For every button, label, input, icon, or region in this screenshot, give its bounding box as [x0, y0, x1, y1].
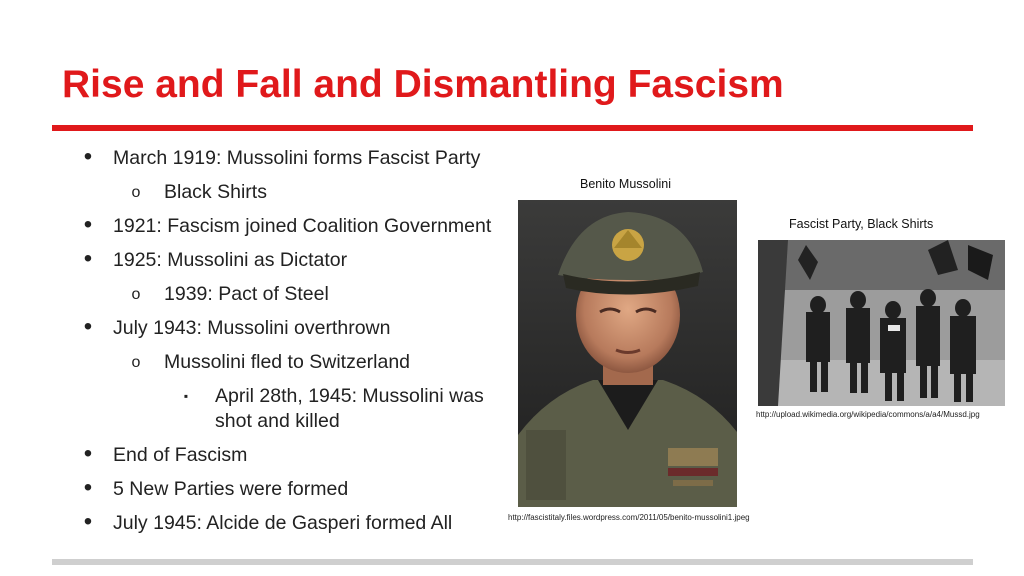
slide-title: Rise and Fall and Dismantling Fascism: [62, 63, 784, 106]
bullet-text: July 1943: Mussolini overthrown: [113, 317, 391, 339]
march-source-url: http://upload.wikimedia.org/wikipedia/commons/a/a4/Mussd.jpg: [756, 410, 980, 419]
bullet-item: [78, 508, 498, 536]
bullet-item: [78, 245, 498, 273]
slide-footer-bar: [52, 559, 973, 565]
bullet-item: [78, 143, 498, 171]
bullet-marker: •: [83, 474, 93, 501]
bullet-marker: •: [83, 211, 93, 238]
bullet-text: July 1945: Alcide de Gasperi formed All: [113, 512, 453, 534]
bullet-item: [78, 384, 485, 434]
bullet-marker: •: [83, 143, 93, 170]
crowd-photo-icon: [758, 240, 1005, 406]
bullet-text: 1925: Mussolini as Dictator: [113, 249, 348, 271]
bullet-marker: •: [83, 440, 93, 467]
bullet-item: [78, 313, 498, 341]
bullet-item: [78, 440, 498, 468]
bullet-item: [78, 474, 498, 502]
bullet-marker: •: [83, 508, 93, 535]
bullet-text: 1939: Pact of Steel: [164, 283, 329, 305]
bullet-item: [78, 211, 498, 239]
bullet-marker: o: [131, 354, 141, 371]
black-shirts-photo: [758, 240, 1005, 406]
bullet-marker: o: [131, 184, 141, 201]
bullet-text: 1921: Fascism joined Coalition Government: [113, 215, 492, 237]
march-caption: Fascist Party, Black Shirts: [789, 217, 934, 231]
portrait-photo-icon: [518, 200, 737, 507]
bullet-text: 5 New Parties were formed: [113, 478, 349, 500]
bullet-marker: •: [83, 313, 93, 340]
bullet-text: March 1919: Mussolini forms Fascist Party: [113, 147, 481, 169]
bullet-text: April 28th, 1945: Mussolini was shot and killed: [215, 385, 484, 432]
bullet-item: [78, 180, 498, 205]
bullet-item: [78, 282, 498, 307]
bullet-marker: ▪: [183, 389, 189, 403]
portrait-source-url: http://fascistitaly.files.wordpress.com/2011/05/benito-mussolini1.jpeg: [508, 513, 750, 522]
bullet-marker: o: [131, 286, 141, 303]
mussolini-portrait: [518, 200, 737, 507]
bullet-text: Black Shirts: [164, 181, 267, 203]
bullet-text: Mussolini fled to Switzerland: [164, 351, 411, 373]
bullet-list: [78, 143, 498, 545]
title-underline: [52, 125, 973, 131]
bullet-marker: •: [83, 245, 93, 272]
bullet-item: [78, 350, 498, 375]
bullet-text: End of Fascism: [113, 444, 248, 466]
portrait-caption: Benito Mussolini: [580, 177, 672, 191]
